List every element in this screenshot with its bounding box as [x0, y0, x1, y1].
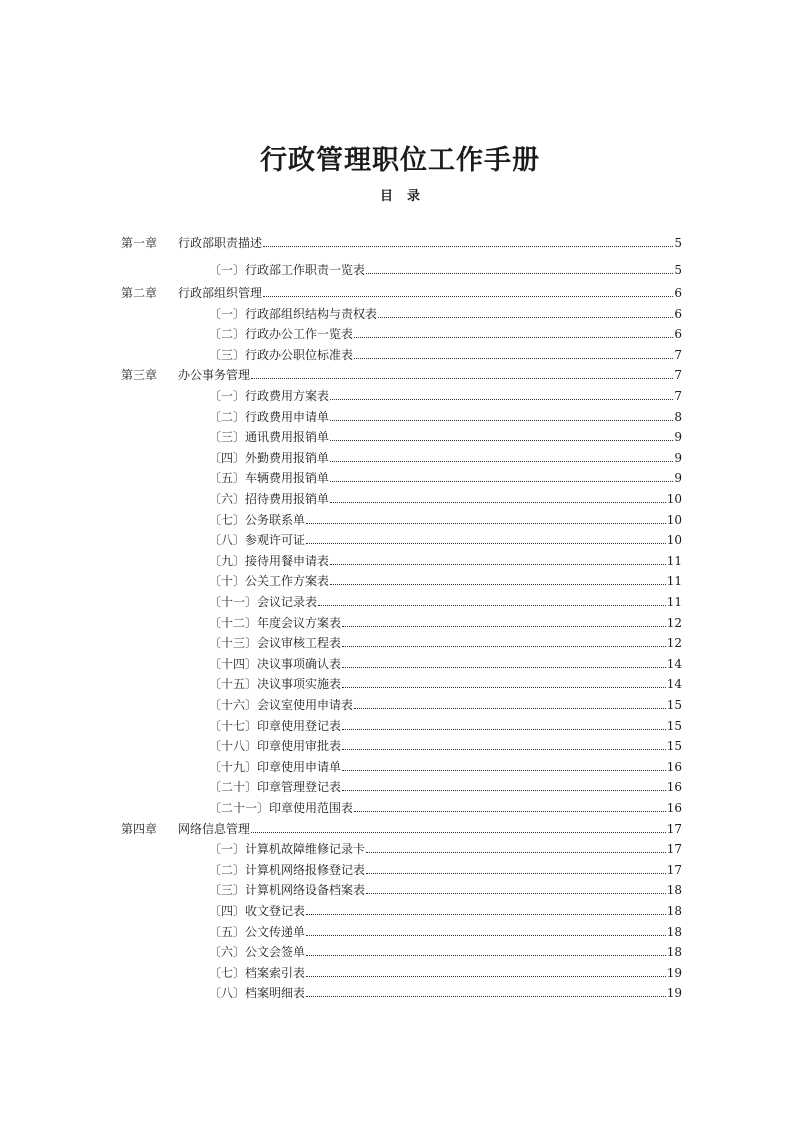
toc-entry-text: [209, 574, 329, 588]
toc-page-number: 14: [666, 677, 682, 692]
toc-page-number: 11: [666, 595, 682, 609]
toc-leader-dots: [306, 522, 666, 524]
toc-leader-dots: [330, 460, 673, 462]
toc-entry-label: 〔十二〕年度会议方案表: [209, 615, 342, 630]
toc-leader-dots: [330, 419, 673, 421]
toc-leader-dots: [306, 934, 666, 936]
toc-page-number: 17: [666, 842, 682, 857]
toc-section-entry[interactable]: [209, 589, 682, 609]
toc-leader-dots: [342, 686, 666, 688]
toc-leader-dots: [306, 913, 666, 915]
toc-section-entry[interactable]: [209, 713, 682, 733]
toc-entry-text: [209, 739, 341, 753]
toc-section-entry[interactable]: [209, 774, 682, 794]
toc-entry-label: 〔二〕行政办公工作一览表: [209, 327, 354, 342]
toc-leader-dots: [366, 851, 666, 853]
toc-section-entry[interactable]: [209, 877, 682, 897]
toc-section-entry[interactable]: [209, 795, 682, 815]
toc-entry-text: [209, 554, 329, 568]
toc-chapter-entry[interactable]: [121, 230, 682, 250]
toc-entry-text: [209, 966, 305, 980]
toc-page-number: 10: [666, 492, 682, 506]
toc-entry-text: [209, 677, 341, 691]
toc-leader-dots: [342, 666, 666, 668]
toc-section-entry[interactable]: [209, 733, 682, 753]
toc-section-entry[interactable]: [209, 321, 682, 341]
toc-entry-label: 〔六〕招待费用报销单: [209, 492, 330, 506]
toc-entry-text: [209, 430, 329, 444]
toc-leader-dots: [251, 831, 666, 833]
toc-section-entry[interactable]: [209, 980, 682, 1000]
toc-page-number: 16: [666, 759, 682, 774]
toc-entry-text: [121, 286, 262, 300]
toc-section-entry[interactable]: [209, 754, 682, 774]
toc-page-number: 10: [666, 512, 682, 527]
toc-section-entry[interactable]: [209, 404, 682, 424]
toc-section-entry[interactable]: [209, 857, 682, 877]
toc-entry-label: 〔十四〕决议事项确认表: [209, 656, 342, 671]
toc-page-number: 9: [674, 430, 682, 445]
toc-section-entry[interactable]: [209, 671, 682, 691]
toc-page-number: 8: [674, 409, 682, 424]
toc-page-number: 9: [674, 471, 682, 486]
toc-page-number: 15: [666, 718, 682, 733]
toc-entry-label: 〔十九〕印章使用申请单: [209, 759, 342, 774]
toc-page-number: 5: [674, 263, 682, 277]
toc-entry-label: 网络信息管理: [178, 821, 251, 836]
toc-entry-label: 〔一〕行政费用方案表: [209, 389, 330, 403]
toc-entry-label: 〔二十一〕印章使用范围表: [209, 801, 354, 815]
toc-entry-label: 〔一〕计算机故障维修记录卡: [209, 842, 366, 857]
toc-entry-label: 〔八〕档案明细表: [209, 986, 306, 1001]
toc-entry-text: [209, 863, 365, 877]
toc-entry-text: [209, 698, 353, 712]
toc-section-entry[interactable]: [209, 342, 682, 362]
toc-section-entry[interactable]: [209, 898, 682, 918]
toc-page-number: 9: [674, 450, 682, 465]
toc-leader-dots: [366, 872, 666, 874]
toc-page-number: 19: [666, 965, 682, 980]
toc-leader-dots: [378, 316, 673, 318]
toc-entry-text: [209, 492, 329, 506]
toc-entry-label: 行政部职责描述: [178, 236, 263, 250]
toc-entry-label: 〔三〕计算机网络设备档案表: [209, 883, 366, 898]
toc-page-number: 18: [666, 945, 682, 960]
toc-leader-dots: [342, 728, 666, 730]
toc-entry-text: [121, 368, 250, 382]
toc-section-entry[interactable]: [209, 257, 682, 277]
toc-entry-text: [121, 236, 262, 250]
toc-chapter-entry[interactable]: [121, 362, 682, 382]
toc-entry-text: [209, 883, 365, 897]
toc-entry-text: [209, 925, 305, 939]
toc-page-number: 11: [666, 553, 682, 568]
toc-leader-dots: [306, 995, 666, 997]
toc-section-entry[interactable]: [209, 424, 682, 444]
toc-entry-text: [209, 307, 377, 321]
toc-section-entry[interactable]: [209, 445, 682, 465]
toc-chapter-number: 第二章: [121, 286, 158, 300]
toc-entry-text: [209, 410, 329, 424]
toc-entry-text: [209, 513, 305, 527]
toc-page-number: 18: [666, 924, 682, 939]
toc-entry-label: 〔三〕行政办公职位标准表: [209, 347, 354, 362]
toc-entry-label: 〔三〕通讯费用报销单: [209, 430, 330, 445]
toc-page-number: 5: [674, 236, 682, 250]
toc-entry-label: 〔一〕行政部组织结构与责权表: [209, 306, 378, 321]
toc-page-number: 14: [666, 656, 682, 671]
toc-entry-label: 〔十五〕决议事项实施表: [209, 677, 342, 692]
toc-page-number: 19: [666, 986, 682, 1001]
toc-page-number: 15: [666, 698, 682, 712]
toc-entry-text: [121, 822, 250, 836]
toc-leader-dots: [330, 439, 673, 441]
toc-leader-dots: [306, 954, 666, 956]
toc-chapter-entry[interactable]: [121, 280, 682, 300]
toc-entry-text: [209, 842, 365, 856]
toc-entry-text: [209, 327, 353, 341]
toc-page-number: 12: [666, 636, 682, 651]
toc-leader-dots: [263, 245, 673, 247]
toc-leader-dots: [251, 377, 673, 379]
toc-entry-label: 〔一〕行政部工作职责一览表: [209, 263, 366, 277]
toc-leader-dots: [330, 563, 666, 565]
toc-leader-dots: [263, 295, 673, 297]
toc-section-entry[interactable]: [209, 527, 682, 547]
toc-entry-label: 〔二十〕印章管理登记表: [209, 780, 342, 795]
toc-leader-dots: [354, 810, 666, 812]
toc-leader-dots: [330, 501, 666, 503]
toc-entry-label: 〔十〕公关工作方案表: [209, 574, 330, 589]
toc-page-number: 17: [666, 862, 682, 877]
toc-entry-text: [209, 986, 305, 1000]
toc-leader-dots: [354, 336, 673, 338]
toc-heading-char-2: 录: [407, 189, 421, 204]
toc-section-entry[interactable]: [209, 630, 682, 650]
toc-page-number: 17: [666, 821, 682, 836]
toc-entry-label: 〔五〕公文传递单: [209, 924, 306, 939]
toc-entry-label: 〔十一〕会议记录表: [209, 595, 318, 609]
toc-page-number: 16: [666, 780, 682, 795]
toc-entry-label: 〔七〕档案索引表: [209, 965, 306, 980]
toc-leader-dots: [354, 707, 666, 709]
toc-leader-dots: [342, 789, 666, 791]
toc-section-entry[interactable]: [209, 301, 682, 321]
toc-page-number: 7: [674, 368, 682, 383]
toc-entry-text: [209, 760, 341, 774]
toc-entry-label: 〔二〕计算机网络报修登记表: [209, 862, 366, 877]
document-title: 行政管理职位工作手册: [260, 145, 540, 176]
toc-entry-text: [209, 719, 341, 733]
toc-section-entry[interactable]: [209, 486, 682, 506]
toc-entry-text: [209, 904, 305, 918]
toc-entry-label: 办公事务管理: [178, 368, 251, 383]
toc-entry-text: [209, 533, 305, 547]
toc-section-entry[interactable]: [209, 692, 682, 712]
toc-entry-label: 〔七〕公务联系单: [209, 512, 306, 527]
toc-leader-dots: [342, 748, 666, 750]
toc-entry-label: 〔四〕收文登记表: [209, 904, 306, 918]
toc-leader-dots: [342, 769, 666, 771]
toc-chapter-number: 第四章: [121, 821, 158, 836]
toc-leader-dots: [330, 480, 673, 482]
toc-leader-dots: [330, 583, 666, 585]
toc-entry-text: [209, 263, 365, 277]
toc-section-entry[interactable]: [209, 548, 682, 568]
toc-page-number: 7: [674, 389, 682, 403]
toc-entry-label: 〔十七〕印章使用登记表: [209, 718, 342, 733]
toc-page-number: 6: [674, 286, 682, 300]
toc-section-entry[interactable]: [209, 919, 682, 939]
toc-leader-dots: [306, 975, 666, 977]
toc-heading-char-1: 目: [379, 189, 393, 204]
toc-entry-text: [209, 595, 317, 609]
toc-page-number: 11: [666, 574, 682, 589]
toc-entry-text: [209, 348, 353, 362]
toc-entry-text: [209, 657, 341, 671]
toc-entry-label: 〔十八〕印章使用审批表: [209, 739, 342, 754]
toc-chapter-entry[interactable]: [121, 816, 682, 836]
toc-entry-text: [209, 780, 341, 794]
toc-entry-label: 〔十三〕会议审核工程表: [209, 636, 342, 651]
toc-page-number: 6: [674, 306, 682, 321]
toc-leader-dots: [306, 542, 666, 544]
toc-entry-label: 〔四〕外勤费用报销单: [209, 450, 330, 465]
toc-section-entry[interactable]: [209, 507, 682, 527]
toc-page-number: 15: [666, 739, 682, 754]
toc-page-number: 6: [674, 327, 682, 342]
toc-section-entry[interactable]: [209, 651, 682, 671]
toc-leader-dots: [342, 625, 666, 627]
toc-page-number: 7: [674, 347, 682, 362]
toc-page-number: 18: [666, 904, 682, 918]
toc-entry-text: [209, 389, 329, 403]
toc-entry-text: [209, 616, 341, 630]
toc-section-entry[interactable]: [209, 836, 682, 856]
toc-section-entry[interactable]: [209, 465, 682, 485]
toc-entry-label: 〔二〕行政费用申请单: [209, 409, 330, 424]
toc-chapter-number: 第一章: [121, 236, 158, 250]
toc-section-entry[interactable]: [209, 610, 682, 630]
toc-section-entry[interactable]: [209, 939, 682, 959]
toc-entry-label: 〔八〕参观许可证: [209, 533, 306, 548]
toc-entry-label: 〔九〕接待用餐申请表: [209, 553, 330, 568]
toc-entry-text: [209, 945, 305, 959]
toc-page-number: 10: [666, 533, 682, 548]
toc-entry-label: 〔六〕公文会签单: [209, 945, 306, 960]
toc-entry-text: [209, 636, 341, 650]
toc-leader-dots: [342, 645, 666, 647]
toc-page-number: 16: [666, 801, 682, 815]
toc-leader-dots: [318, 604, 666, 606]
toc-leader-dots: [366, 272, 673, 274]
toc-entry-text: [209, 451, 329, 465]
toc-page-number: 12: [666, 615, 682, 630]
toc-leader-dots: [366, 892, 666, 894]
toc-section-entry[interactable]: [209, 383, 682, 403]
toc-entry-text: [209, 801, 353, 815]
toc-entry-text: [209, 471, 329, 485]
toc-chapter-number: 第三章: [121, 368, 158, 383]
toc-entry-label: 〔五〕车辆费用报销单: [209, 471, 330, 486]
toc-entry-label: 〔十六〕会议室使用申请表: [209, 698, 354, 712]
toc-page-number: 18: [666, 883, 682, 898]
toc-leader-dots: [354, 357, 673, 359]
toc-leader-dots: [330, 398, 673, 400]
toc-entry-label: 行政部组织管理: [178, 286, 263, 300]
toc-section-entry[interactable]: [209, 568, 682, 588]
toc-section-entry[interactable]: [209, 960, 682, 980]
